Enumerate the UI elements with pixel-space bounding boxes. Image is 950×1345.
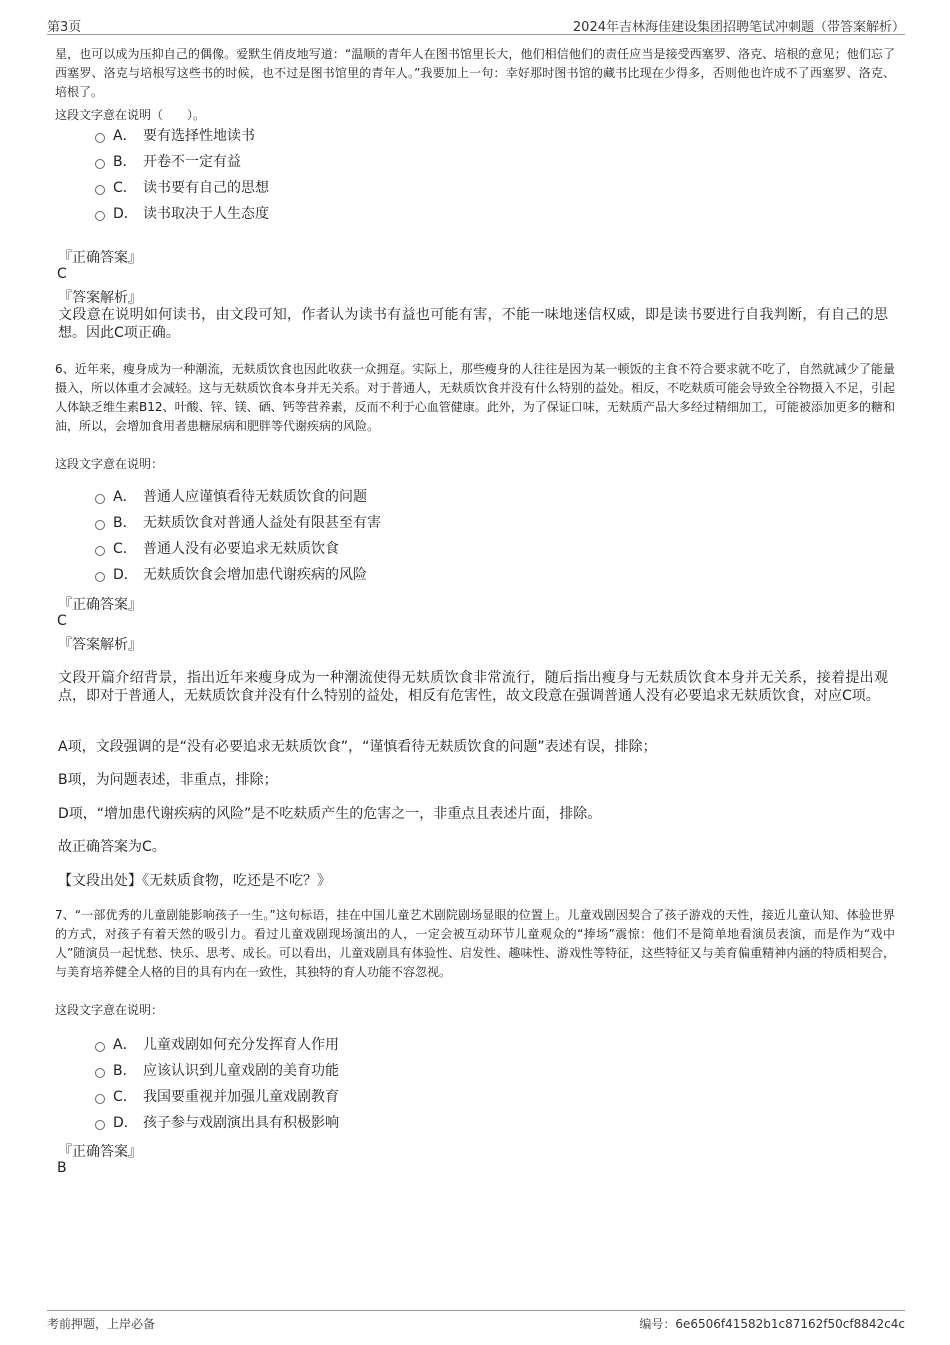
q7-question: 这段文字意在说明：: [55, 1003, 164, 1017]
q6-answer-label: 『正确答案』: [58, 597, 142, 613]
q7-option-b[interactable]: B． 应该认识到儿童戏剧的美育功能: [95, 1058, 695, 1084]
page-footer: [47, 1310, 905, 1333]
radio-icon[interactable]: [95, 494, 105, 504]
q6-options: [95, 484, 695, 588]
q5-analysis: 文段意在说明如何读书，由文段可知，作者认为读书有益也可能有害，不能一味地迷信权威，即是读书要进行自我判断，有自己的思想。因此C项正确。: [58, 307, 888, 341]
radio-icon[interactable]: [95, 520, 105, 530]
q6-analysis-label: 『答案解析』: [58, 637, 142, 653]
q6-option-b[interactable]: B． 无麸质饮食对普通人益处有限甚至有害: [95, 510, 695, 536]
q5-analysis-label: 『答案解析』: [58, 290, 142, 306]
q6-analysis-paragraph: 文段开篇介绍背景，指出近年来瘦身成为一种潮流使得无麸质饮食非常流行，随后指出瘦身与无麸质饮食本身并无关系，接着提出观点，即对于普通人，无麸质饮食并没有什么特别的益处，相反有危害性，故文段意在强调普通人没有必要追求无麸质饮食，对应C项。: [58, 670, 888, 704]
q5-option-c[interactable]: C． 读书要有自己的思想: [95, 175, 695, 201]
q6-passage: 6、近年来，瘦身成为一种潮流，无麸质饮食也因此收获一众拥趸。实际上，那些瘦身的人往往是因为某一顿饭的主食不符合要求就不吃了，自然就减少了能量摄入，所以体重才会减轻。这与无麸质饮食本身并无关系。对于普通人，无麸质饮食并没有什么特别的益处。相反，不吃麸质可能会导致全谷物摄入不足，引起人体缺乏维生素B12、叶酸、锌、镁、硒、钙等营养素，反而不利于心血管健康。此外，为了保证口味，无麸质产品大多经过精细加工，可能被添加更多的糖和油，所以，会增加食用者患糖尿病和肥胖等代谢疾病的风险。: [55, 362, 896, 433]
q7-option-d[interactable]: D． 孩子参与戏剧演出具有积极影响: [95, 1110, 695, 1136]
radio-icon[interactable]: [95, 1094, 105, 1104]
q5-passage: 星，也可以成为压抑自己的偶像。爱默生俏皮地写道：“温顺的青年人在图书馆里长大，他们相信他们的责任应当是接受西塞罗、洛克、培根的意见；他们忘了西塞罗、洛克与培根写这些书的时候，也不过是图书馆里的青年人。”我要加上一句：幸好那时图书馆的藏书比现在少得多，否则他也许成不了西塞罗、洛克、培根了。: [55, 47, 895, 99]
radio-icon[interactable]: [95, 1042, 105, 1052]
q7-answer-label: 『正确答案』: [58, 1144, 142, 1160]
document-id: 编号：6e6506f41582b1c87162f50cf8842c4c: [639, 1317, 905, 1331]
footer-slogan: 考前押题，上岸必备: [47, 1317, 156, 1331]
radio-icon[interactable]: [95, 1068, 105, 1078]
q6-analysis-conclusion: 故正确答案为C。: [58, 839, 166, 855]
q6-analysis-option-d: D项，“增加患代谢疾病的风险”是不吃麸质产生的危害之一，非重点且表述片面，排除。: [58, 806, 602, 822]
q7-option-a[interactable]: A． 儿童戏剧如何充分发挥育人作用: [95, 1032, 695, 1058]
radio-icon[interactable]: [95, 185, 105, 195]
q7-answer: B: [57, 1160, 67, 1176]
q5-answer: C: [57, 266, 67, 282]
q6-analysis-option-b: B项，为问题表述，非重点，排除；: [58, 772, 278, 788]
q6-source: 【文段出处】《无麸质食物，吃还是不吃？》: [58, 873, 331, 889]
q5-answer-label: 『正确答案』: [58, 250, 142, 266]
q6-answer: C: [57, 613, 67, 629]
q6-option-c[interactable]: C． 普通人没有必要追求无麸质饮食: [95, 536, 695, 562]
q6-option-a[interactable]: A． 普通人应谨慎看待无麸质饮食的问题: [95, 484, 695, 510]
q6-analysis-option-a: A项，文段强调的是“没有必要追求无麸质饮食”，“谨慎看待无麸质饮食的问题”表述有误，排除；: [58, 739, 657, 755]
document-title: 2024年吉林海佳建设集团招聘笔试冲刺题（带答案解析）: [572, 20, 905, 35]
q6-question: 这段文字意在说明：: [55, 457, 164, 471]
q7-option-c[interactable]: C． 我国要重视并加强儿童戏剧教育: [95, 1084, 695, 1110]
radio-icon[interactable]: [95, 211, 105, 221]
radio-icon[interactable]: [95, 159, 105, 169]
q6-option-d[interactable]: D． 无麸质饮食会增加患代谢疾病的风险: [95, 562, 695, 588]
page-number: 第3页: [47, 20, 82, 35]
q5-question: 这段文字意在说明（ ）。: [55, 108, 206, 122]
q5-option-d[interactable]: D． 读书取决于人生态度: [95, 201, 695, 227]
q7-passage: 7、“一部优秀的儿童剧能影响孩子一生。”这句标语，挂在中国儿童艺术剧院剧场显眼的位置上。儿童戏剧因契合了孩子游戏的天性，接近儿童认知、体验世界的方式，对孩子有着天然的吸引力。看过儿童戏剧现场演出的人，一定会被互动环节儿童观众的“捧场”震惊：他们不是简单地看演员表演，而是作为“戏中人”随演员一起忧愁、快乐、思考、成长。可以看出，儿童戏剧具有体验性、启发性、趣味性、游戏性等特征，这些特征又与美育偏重精神内涵的特质相契合，与美育培养健全人格的目的具有内在一致性，其独特的育人功能不容忽视。: [55, 908, 895, 979]
radio-icon[interactable]: [95, 1120, 105, 1130]
q5-option-a[interactable]: A． 要有选择性地读书: [95, 123, 695, 149]
q5-option-b[interactable]: B． 开卷不一定有益: [95, 149, 695, 175]
q5-options: [95, 123, 695, 227]
q7-options: [95, 1032, 695, 1136]
radio-icon[interactable]: [95, 133, 105, 143]
radio-icon[interactable]: [95, 572, 105, 582]
radio-icon[interactable]: [95, 546, 105, 556]
page-header: [47, 14, 905, 35]
